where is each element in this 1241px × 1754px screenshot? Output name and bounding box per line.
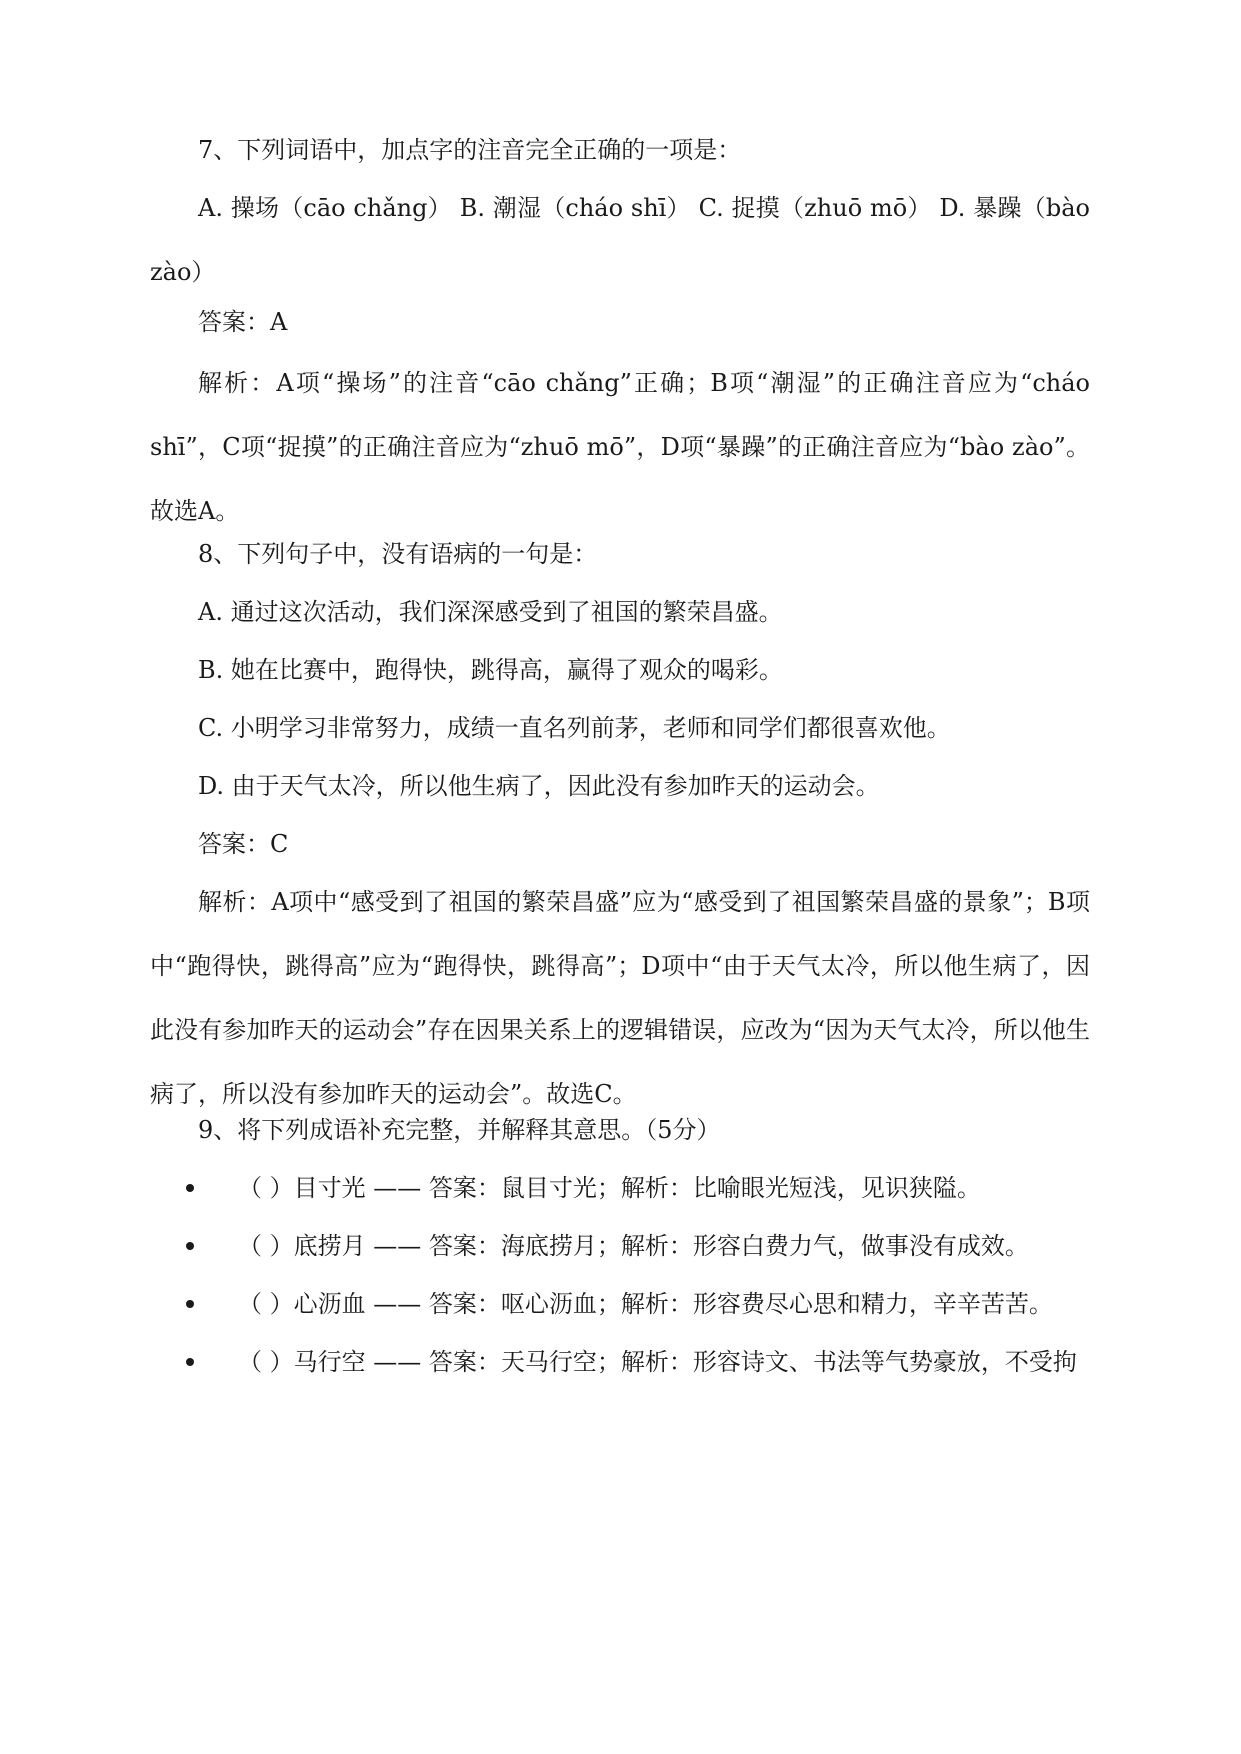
q8-question: 8、下列句子中，没有语病的一句是： bbox=[198, 540, 598, 568]
q8-answer: 答案：C bbox=[198, 830, 289, 858]
bullet-icon bbox=[186, 1184, 194, 1192]
idiom-item-text: （ ）底捞月 —— 答案：海底捞月；解析：形容白费力气，做事没有成效。 bbox=[238, 1232, 1029, 1260]
bullet-icon bbox=[186, 1358, 194, 1366]
q7-options: A. 操场（cāo chǎng） B. 潮湿（cháo shī） C. 捉摸（zhuō mō） D. 暴躁（bào zào） bbox=[150, 194, 1090, 286]
q7-analysis: 解析：A项“操场”的注音“cāo chǎng”正确；B项“潮湿”的正确注音应为“cháo shī”，C项“捉摸”的正确注音应为“zhuō mō”，D项“暴躁”的正确注音应为“bào zào”。故选A。 bbox=[150, 369, 1090, 525]
q8-option-d: D. 由于天气太冷，所以他生病了，因此没有参加昨天的运动会。 bbox=[198, 772, 880, 800]
idiom-item-text: （ ）心沥血 —— 答案：呕心沥血；解析：形容费尽心思和精力，辛辛苦苦。 bbox=[238, 1290, 1053, 1318]
q8-option-b: B. 她在比赛中，跑得快，跳得高，赢得了观众的喝彩。 bbox=[198, 656, 783, 684]
idiom-item-text: （ ）目寸光 —— 答案：鼠目寸光；解析：比喻眼光短浅，见识狭隘。 bbox=[238, 1174, 981, 1202]
q8-analysis: 解析：A项中“感受到了祖国的繁荣昌盛”应为“感受到了祖国繁荣昌盛的景象”；B项中“跑得快，跳得高”应为“跑得快，跳得高”；D项中“由于天气太冷，所以他生病了，因此没有参加昨天的运动会”存在因果关系上的逻辑错误，应改为“因为天气太冷，所以他生病了，所以没有参加昨天的运动会”。故选C。 bbox=[150, 888, 1090, 1108]
q8-option-c: C. 小明学习非常努力，成绩一直名列前茅，老师和同学们都很喜欢他。 bbox=[198, 714, 951, 742]
q7-question: 7、下列词语中，加点字的注音完全正确的一项是： bbox=[198, 136, 742, 164]
q9-question: 9、将下列成语补充完整，并解释其意思。（5分） bbox=[198, 1116, 721, 1144]
q7-answer: 答案：A bbox=[198, 308, 288, 336]
bullet-icon bbox=[186, 1242, 194, 1250]
idiom-item-text: （ ）马行空 —— 答案：天马行空；解析：形容诗文、书法等气势豪放，不受拘 bbox=[238, 1348, 1077, 1376]
bullet-icon bbox=[186, 1300, 194, 1308]
q8-option-a: A. 通过这次活动，我们深深感受到了祖国的繁荣昌盛。 bbox=[198, 598, 783, 626]
